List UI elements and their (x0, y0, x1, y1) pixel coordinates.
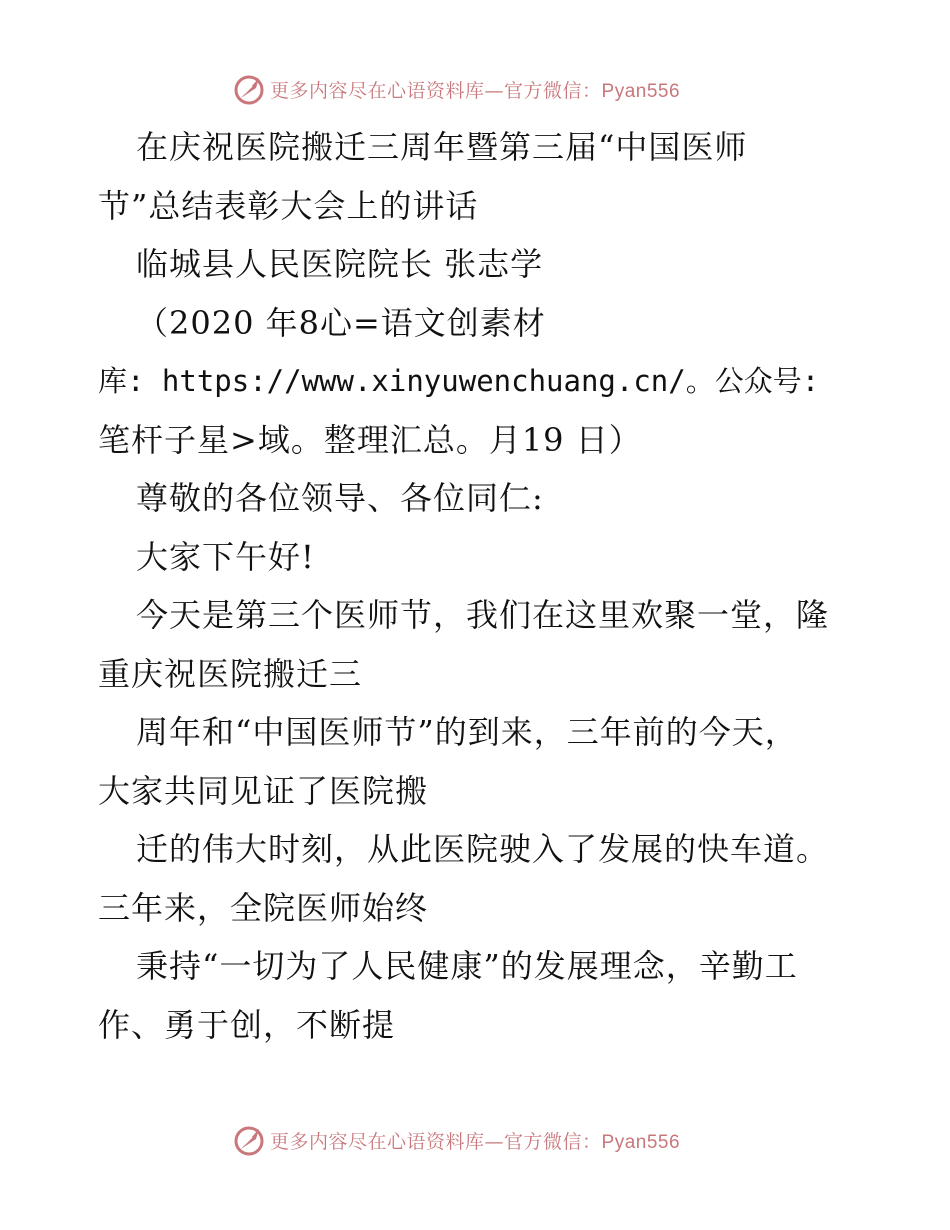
header-watermark-banner (232, 72, 680, 106)
document-line: 今天是第三个医师节，我们在这里欢聚一堂，隆 (136, 596, 830, 634)
header-banner-label: 更多内容尽在心语资料库—官方微信： (270, 79, 602, 102)
document-line: 在庆祝医院搬迁三周年暨第三届“中国医师 (136, 128, 748, 166)
quill-logo-icon (232, 72, 266, 106)
quill-logo-icon (232, 1123, 266, 1157)
footer-wechat-id: Pyan556 (601, 1131, 681, 1153)
footer-banner-text (270, 1127, 680, 1154)
document-line: 周年和“中国医师节”的到来，三年前的今天， (136, 713, 798, 751)
document-line: 大家下午好! (136, 537, 315, 576)
document-line: 三年来，全院医师始终 (98, 888, 429, 927)
document-line: 库: https://www.xinyuwenchuang.cn/。公众号: (98, 364, 820, 398)
document-line: 临城县人民医院院长 张志学 (136, 245, 544, 283)
header-wechat-id: Pyan556 (601, 80, 681, 102)
document-line: 重庆祝医院搬迁三 (98, 654, 363, 693)
document-line: 节”总结表彰大会上的讲话 (98, 186, 479, 225)
document-line: 大家共同见证了医院搬 (98, 771, 429, 810)
document-body (98, 118, 858, 1054)
header-banner-text (270, 76, 680, 103)
document-line: 迁的伟大时刻，从此医院驶入了发展的快车道。 (136, 830, 830, 868)
footer-banner-label: 更多内容尽在心语资料库—官方微信： (270, 1130, 602, 1153)
document-line: 作、勇于创，不断提 (98, 1005, 396, 1044)
document-line: 尊敬的各位领导、各位同仁: (136, 479, 544, 517)
footer-watermark-banner (232, 1123, 680, 1157)
document-line: 笔杆子星>域。整理汇总。月19 日） (98, 420, 642, 459)
document-line: （2020 年8心=语文创素材 (136, 303, 546, 342)
document-line: 秉持“一切为了人民健康”的发展理念，辛勤工 (136, 947, 798, 985)
